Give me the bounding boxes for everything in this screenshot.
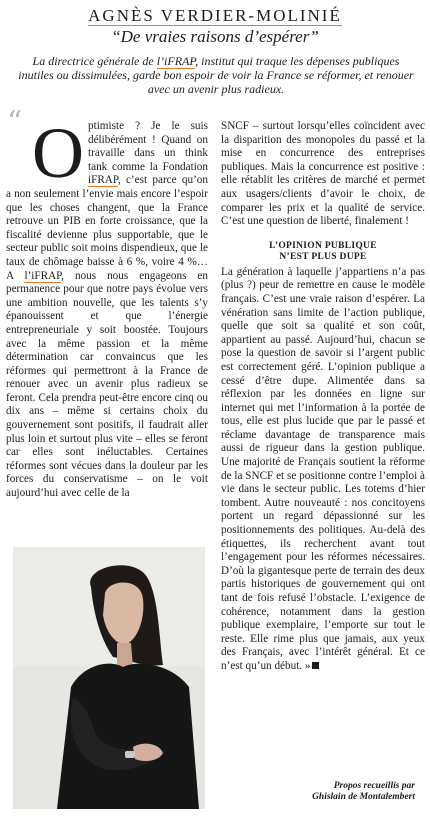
intro-text-end: , institut qui traque les dépenses publiques inutiles ou dissimulées, garde bon espoir de voir la France se réformer, et renouer avec un avenir plus radieux. <box>18 54 414 96</box>
subheading-line-1: L’OPINION PUBLIQUE <box>269 240 377 251</box>
quote-mark-icon: “ <box>7 105 23 140</box>
left-paragraph <box>6 113 208 501</box>
dropcap-letter: O <box>32 113 84 193</box>
end-mark-icon <box>312 662 319 669</box>
left-text-2: , c’est parce qu’on a non seulement l’envie mais encore l’espoir que les choses changent, que la France retrouve un PIB en forte croissance, que la fiscalité devienne plus supportable, que le secteur public soit moins dispendieux, que le taux de chômage baisse à 6 %, voire 4 %… A <box>6 174 208 282</box>
byline <box>221 781 415 803</box>
ifrap-link-2[interactable]: l’iFRAP <box>24 269 62 282</box>
article-headline: “De vraies raisons d’espérer” <box>111 27 319 46</box>
byline-author: Ghislain de Montalembert <box>312 792 415 802</box>
right-paragraph-2-text: La génération à laquelle j’appartiens n’a pas (plus ?) peur de remettre en cause le modèle français. C’est une vraie raison d’espérer. La vénération sans limite de l’action publique, quelle que soit sa qualité et son coût, appartient au passé. Aujourd’hui, chacun se pose la question de savoir si l’argent public est correctement géré. L’opinion publique a cessé d’être dupe. Alimentée dans sa réflexion par les données en ligne sur internet qui met l’information à la portée de tous, elle est plus lucide que par le passé et réclame davantage de transparence mais aussi de rigueur dans la gestion publique. Une majorité de Français soutient la réforme de la SNCF et se positionne contre l’emploi à vie dans le secteur public. Les totems d’hier tombent. Autre nouveauté : nos concitoyens portent un regard dépassionné sur les positionnements des politiques. Au-delà des étiquettes, ils recherchent avant tout l’engagement pour les réformes nécessaires. D’où la gigantesque perte de terrain des deux partis historiques de gouvernement qui ont tant de fois refusé l’obstacle. L’exigence de cohérence, notamment dans la gestion publique exemplaire, l’emporte sur tout le reste. Elle rime plus que jamais, aux yeux des Français, avec l’intérêt général. Et ce n’est qu’un début. » <box>221 265 425 672</box>
right-column <box>221 120 425 674</box>
left-text-3: , nous nous engageons en permanence pour que notre pays évolue vers une ambition nouvelle, que les talents s’y épanouissent et que l’énergie entrepreneuriale y soit boostée. Toujours avec la même passion et la même détermination car convaincus que les réformes qui permettront à la France de renouer avec un avenir plus radieux se feront. Cela prendra peut-être encore cinq ou dix ans – même si certains choix du gouvernement sont positifs, il faudrait aller plus loin et surtout plus vite – elles se feront car elles sont inéluctables. Certaines réformes sont vécues dans la douleur par les forces du conservatisme – on le voit aujourd’hui avec celle de la <box>6 269 208 500</box>
author-name <box>0 6 430 26</box>
byline-intro: Propos recueillis par <box>333 781 415 791</box>
left-text-1: ptimiste ? Je le suis délibérément ! Quand on travaille dans un think tank comme la Fondation <box>88 120 208 173</box>
intro-brand-link[interactable]: l’iFRAP <box>156 54 196 68</box>
portrait-illustration <box>13 547 205 809</box>
author-name-text: AGNÈS VERDIER-MOLINIÉ <box>88 6 342 25</box>
ifrap-link-1[interactable]: iFRAP <box>88 174 118 187</box>
intro-text-start: La directrice générale de <box>32 54 157 68</box>
subheading-line-2: N’EST PLUS DUPE <box>279 251 367 262</box>
left-column <box>6 113 208 501</box>
section-subheading <box>221 241 425 263</box>
article-intro <box>18 54 414 96</box>
author-portrait-photo <box>13 547 205 809</box>
right-paragraph-2 <box>221 266 425 674</box>
right-paragraph-1: SNCF – surtout lorsqu’elles coïncident avec la disparition des monopoles du passé et la mise en concurrence des entreprises publiques. Mais la concurrence est positive : elle rétablit les critères de marché et permet aux usagers/clients d’avoir le choix, de comparer les prix et la qualité de service. C’est une question de liberté, finalement ! <box>221 120 425 228</box>
